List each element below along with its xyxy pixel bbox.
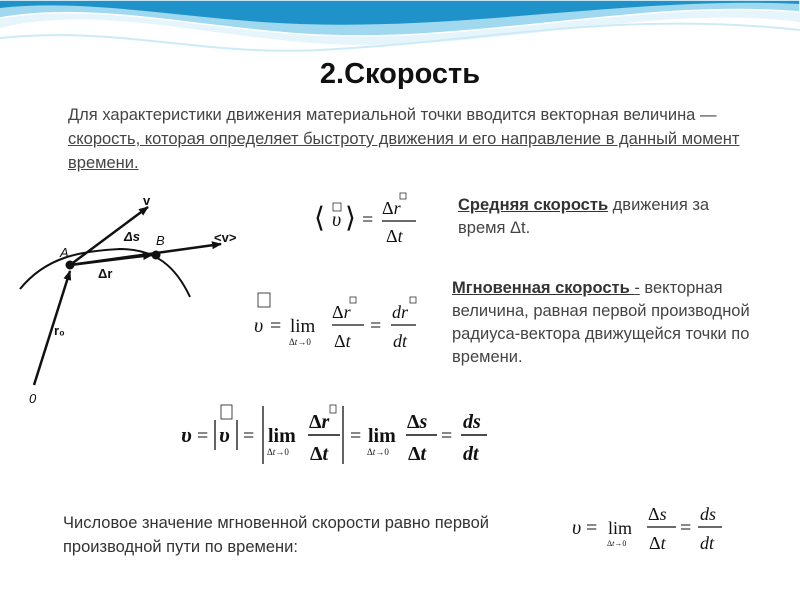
svg-text:=: = [370, 315, 382, 337]
speed-statement: Числовое значение мгновенной скорости равно первой производной пути по времени: [63, 514, 489, 556]
svg-text:Δt→0: Δt→0 [267, 447, 289, 457]
instantaneous-velocity-text: векторная величина, равная первой производной радиуса-вектора движущейся точки по времени. [452, 279, 750, 366]
svg-text:ds: ds [700, 504, 717, 524]
svg-text:dr: dr [392, 302, 409, 322]
svg-text:lim: lim [608, 518, 633, 538]
label-delta-r: Δr [98, 266, 113, 281]
instantaneous-velocity-term: Мгновенная скорость [452, 279, 635, 297]
svg-text:=: = [270, 315, 282, 337]
label-v: v [143, 193, 151, 208]
label-point-a: A [60, 245, 69, 260]
svg-text:lim: lim [368, 425, 396, 447]
svg-text:Δt: Δt [334, 331, 351, 351]
svg-text:dt: dt [463, 443, 479, 465]
svg-text:υ: υ [219, 422, 230, 447]
svg-text:lim: lim [290, 316, 316, 337]
svg-text:=: = [586, 517, 598, 539]
svg-text:Δt: Δt [386, 226, 403, 246]
svg-text:=: = [243, 425, 255, 447]
svg-text:=: = [362, 209, 374, 231]
svg-text:Δt: Δt [649, 533, 666, 553]
svg-text:dt: dt [700, 533, 715, 553]
formula-path-derivative [570, 498, 740, 560]
intro-paragraph [68, 103, 748, 175]
label-delta-s: Δs [124, 229, 140, 244]
label-average-v: <v> [214, 230, 237, 245]
label-point-b: B [156, 233, 165, 248]
average-velocity-term: Средняя скорость [458, 196, 609, 214]
svg-text:=: = [350, 425, 362, 447]
slide-title: 2.Скорость [319, 58, 481, 90]
svg-text:=: = [680, 517, 692, 539]
svg-text:Δr: Δr [332, 302, 351, 322]
formula-instantaneous-velocity [248, 288, 428, 354]
svg-text:Δs: Δs [648, 504, 667, 524]
svg-text:υ: υ [332, 209, 342, 231]
label-r0: r₀ [54, 323, 65, 338]
average-velocity-description: Средняя скорость движения за время Δt. [458, 196, 710, 237]
svg-text:υ: υ [181, 422, 192, 447]
intro-underlined-text: скорость, которая определяет быстроту движения и его направление в данный момент времени. [68, 130, 740, 172]
motion-diagram [18, 185, 254, 410]
svg-text:υ: υ [254, 315, 264, 337]
point-a [66, 261, 75, 270]
svg-text:υ: υ [572, 517, 582, 539]
point-b [152, 251, 161, 260]
svg-text:Δt→0: Δt→0 [367, 447, 389, 457]
svg-text:=: = [441, 425, 453, 447]
svg-text:⟩: ⟩ [345, 203, 356, 234]
instantaneous-velocity-description: Мгновенная скорость - векторная величина, равная первой производной радиуса-вектора движущейся точки по времени. [452, 279, 750, 366]
svg-text:ds: ds [463, 411, 481, 433]
intro-plain-text: Для характеристики движения материальной точки вводится векторная величина — [68, 106, 717, 124]
svg-text:Δt→0: Δt→0 [289, 337, 311, 347]
label-origin: 0 [29, 391, 37, 406]
svg-text:dt: dt [393, 331, 408, 351]
svg-text:Δt: Δt [310, 443, 329, 465]
svg-text:Δr: Δr [382, 198, 401, 218]
svg-text:Δt→0: Δt→0 [607, 539, 627, 548]
svg-text:⟨: ⟨ [314, 203, 325, 234]
svg-text:Δs: Δs [407, 411, 428, 433]
svg-text:=: = [197, 425, 209, 447]
formula-speed-magnitude [175, 400, 495, 470]
formula-average-velocity [312, 190, 427, 250]
delta-t-symbol: Δt [509, 219, 526, 237]
svg-text:lim: lim [268, 425, 296, 447]
svg-text:Δt: Δt [408, 443, 427, 465]
svg-text:Δr: Δr [309, 411, 330, 433]
